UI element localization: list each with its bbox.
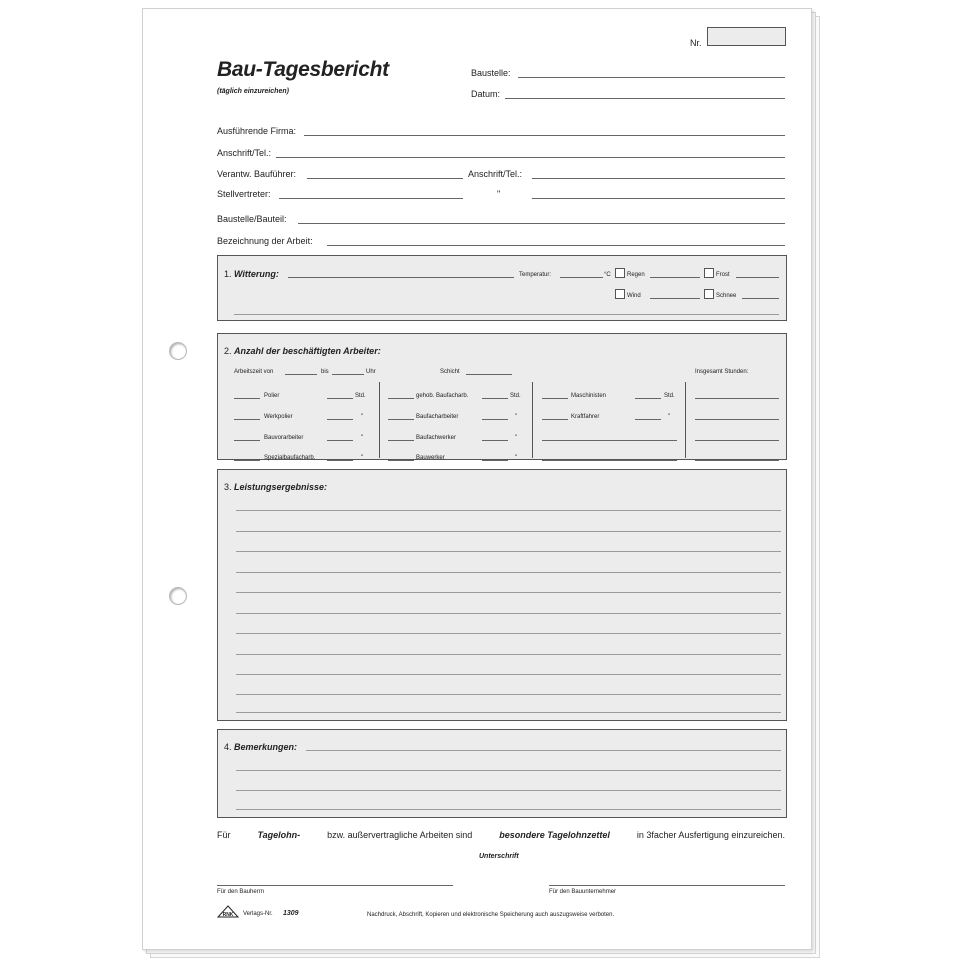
extra-worker-field[interactable] bbox=[542, 440, 677, 441]
temperatur-unit: °C bbox=[604, 272, 611, 278]
section-title: Witterung: bbox=[234, 269, 279, 279]
section-leistungsergebnisse bbox=[217, 469, 787, 721]
witterung-field[interactable] bbox=[288, 277, 514, 278]
uhr-label: Uhr bbox=[366, 369, 376, 375]
schnee-label: Schnee bbox=[716, 293, 737, 299]
schicht-field[interactable] bbox=[466, 374, 512, 375]
anschrift-label: Anschrift/Tel.: bbox=[217, 148, 272, 158]
count-field[interactable] bbox=[542, 419, 568, 420]
section-title: Bemerkungen: bbox=[234, 742, 298, 752]
ditto-mark: " bbox=[515, 435, 518, 441]
anschrift2-field[interactable] bbox=[532, 178, 785, 179]
writing-line[interactable] bbox=[236, 613, 781, 614]
worker-label: gehob. Baufacharb. bbox=[416, 393, 469, 399]
hours-field[interactable] bbox=[482, 419, 508, 420]
arbeit-label: Bezeichnung der Arbeit: bbox=[217, 236, 313, 246]
count-field[interactable] bbox=[542, 398, 568, 399]
signature-bauunternehmer-field[interactable] bbox=[549, 885, 785, 886]
hours-field[interactable] bbox=[482, 398, 508, 399]
note-text: bzw. außervertragliche Arbeiten sind bbox=[327, 830, 473, 840]
section-number: 3. bbox=[224, 482, 232, 492]
bauteil-field[interactable] bbox=[298, 223, 785, 224]
writing-line[interactable] bbox=[236, 674, 781, 675]
std-label: Std. bbox=[510, 393, 521, 399]
std-label: Std. bbox=[355, 393, 366, 399]
regen-field[interactable] bbox=[650, 277, 700, 278]
writing-line[interactable] bbox=[306, 750, 781, 751]
stellvertreter-anschrift-field[interactable] bbox=[532, 198, 785, 199]
section-number: 1. bbox=[224, 269, 232, 279]
hours-field[interactable] bbox=[327, 440, 353, 441]
section-number: 2. bbox=[224, 346, 232, 356]
worker-label: Bauvorarbeiter bbox=[264, 435, 304, 441]
total-hours-field[interactable] bbox=[695, 398, 779, 399]
hours-field[interactable] bbox=[482, 460, 508, 461]
arbeitszeit-label: Arbeitszeit von bbox=[234, 369, 274, 375]
section-arbeiter bbox=[217, 333, 787, 460]
extra-worker-field[interactable] bbox=[542, 460, 677, 461]
column-divider bbox=[532, 382, 533, 458]
count-field[interactable] bbox=[234, 398, 260, 399]
bauunternehmer-label: Für den Bauunternehmer bbox=[549, 889, 617, 895]
column-divider bbox=[379, 382, 380, 458]
worker-label: Bauwerker bbox=[416, 455, 445, 461]
datum-field[interactable] bbox=[505, 98, 785, 99]
writing-line[interactable] bbox=[236, 510, 781, 511]
wind-label: Wind bbox=[627, 293, 641, 299]
insgesamt-label: Insgesamt Stunden: bbox=[695, 369, 749, 375]
ditto-mark: " bbox=[361, 414, 364, 420]
worker-label: Baufachwerker bbox=[416, 435, 457, 441]
count-field[interactable] bbox=[388, 460, 414, 461]
section-title: Anzahl der beschäftigten Arbeiter: bbox=[234, 346, 381, 356]
worker-label: Baufacharbeiter bbox=[416, 414, 459, 420]
signature-bauherrn-field[interactable] bbox=[217, 885, 453, 886]
writing-line[interactable] bbox=[236, 770, 781, 771]
regen-checkbox[interactable] bbox=[615, 268, 625, 278]
note-text: besondere Tagelohnzettel bbox=[499, 830, 610, 840]
ditto-mark: " bbox=[361, 435, 364, 441]
ditto-mark: " bbox=[361, 455, 364, 461]
writing-line[interactable] bbox=[236, 592, 781, 593]
writing-line[interactable] bbox=[236, 790, 781, 791]
nr-field[interactable] bbox=[707, 27, 786, 46]
ditto-mark: " bbox=[497, 189, 501, 199]
signature-heading: Unterschrift bbox=[479, 853, 519, 860]
note-text: in 3facher Ausfertigung einzureichen. bbox=[636, 830, 785, 840]
bauteil-label: Baustelle/Bauteil: bbox=[217, 214, 287, 224]
count-field[interactable] bbox=[234, 460, 260, 461]
frost-label: Frost bbox=[716, 272, 730, 278]
arbeit-field[interactable] bbox=[327, 245, 785, 246]
witterung-line[interactable] bbox=[234, 314, 779, 315]
anschrift-field[interactable] bbox=[276, 157, 785, 158]
ditto-mark: " bbox=[515, 414, 518, 420]
arbeitszeit-bis-field[interactable] bbox=[332, 374, 364, 375]
writing-line[interactable] bbox=[236, 809, 781, 810]
regen-label: Regen bbox=[627, 272, 645, 278]
writing-line[interactable] bbox=[236, 551, 781, 552]
section-bemerkungen bbox=[217, 729, 787, 818]
punch-hole-top bbox=[169, 342, 187, 360]
worker-label: Polier bbox=[264, 393, 280, 399]
total-hours-field[interactable] bbox=[695, 460, 779, 461]
svg-text:RNK: RNK bbox=[222, 912, 234, 918]
wind-field[interactable] bbox=[650, 298, 700, 299]
count-field[interactable] bbox=[388, 419, 414, 420]
copyright-notice: Nachdruck, Abschrift, Kopieren und elektronische Speicherung auch auszugsweise verboten. bbox=[367, 912, 615, 918]
hours-field[interactable] bbox=[327, 419, 353, 420]
writing-line[interactable] bbox=[236, 633, 781, 634]
schnee-checkbox[interactable] bbox=[704, 289, 714, 299]
baustelle-field[interactable] bbox=[518, 77, 785, 78]
count-field[interactable] bbox=[234, 419, 260, 420]
form-sheet bbox=[142, 8, 812, 950]
total-hours-field[interactable] bbox=[695, 440, 779, 441]
tagelohn-note bbox=[217, 831, 785, 840]
temperatur-label: Temperatur: bbox=[519, 272, 552, 278]
frost-field[interactable] bbox=[736, 277, 779, 278]
total-hours-field[interactable] bbox=[695, 419, 779, 420]
hours-field[interactable] bbox=[327, 460, 353, 461]
frost-checkbox[interactable] bbox=[704, 268, 714, 278]
arbeitszeit-von-field[interactable] bbox=[285, 374, 317, 375]
ditto-mark: " bbox=[515, 455, 518, 461]
temperatur-field[interactable] bbox=[560, 277, 603, 278]
bauleiter-field[interactable] bbox=[307, 178, 463, 179]
hours-field[interactable] bbox=[635, 398, 661, 399]
hours-field[interactable] bbox=[635, 419, 661, 420]
verlag-label: Verlags-Nr. bbox=[243, 911, 273, 917]
bis-label: bis bbox=[321, 369, 329, 375]
baustelle-label: Baustelle: bbox=[471, 68, 511, 78]
worker-label: Kraftfahrer bbox=[571, 414, 600, 420]
count-field[interactable] bbox=[388, 440, 414, 441]
page-subtitle: (täglich einzureichen) bbox=[217, 88, 289, 95]
firma-label: Ausführende Firma: bbox=[217, 126, 297, 136]
bauherrn-label: Für den Bauherrn bbox=[217, 889, 265, 895]
column-divider bbox=[685, 382, 686, 458]
writing-line[interactable] bbox=[236, 531, 781, 532]
verlag-number: 1309 bbox=[283, 910, 299, 917]
ditto-mark: " bbox=[668, 414, 671, 420]
worker-label: Spezialbaufacharb. bbox=[264, 455, 316, 461]
section-number: 4. bbox=[224, 742, 232, 752]
page-title: Bau-Tagesbericht bbox=[217, 58, 389, 81]
writing-line[interactable] bbox=[236, 712, 781, 713]
note-text: Für bbox=[217, 830, 231, 840]
datum-label: Datum: bbox=[471, 89, 501, 99]
wind-checkbox[interactable] bbox=[615, 289, 625, 299]
nr-label: Nr. bbox=[690, 38, 702, 48]
publisher-logo bbox=[217, 905, 239, 918]
note-text: Tagelohn- bbox=[257, 830, 301, 840]
writing-line[interactable] bbox=[236, 694, 781, 695]
count-field[interactable] bbox=[388, 398, 414, 399]
firma-field[interactable] bbox=[304, 135, 785, 136]
worker-label: Maschinisten bbox=[571, 393, 607, 399]
writing-line[interactable] bbox=[236, 654, 781, 655]
count-field[interactable] bbox=[234, 440, 260, 441]
writing-line[interactable] bbox=[236, 572, 781, 573]
hours-field[interactable] bbox=[327, 398, 353, 399]
punch-hole-bottom bbox=[169, 587, 187, 605]
std-label: Std. bbox=[664, 393, 675, 399]
stellvertreter-field[interactable] bbox=[279, 198, 463, 199]
bauleiter-label: Verantw. Bauführer: bbox=[217, 169, 297, 179]
stellvertreter-label: Stellvertreter: bbox=[217, 189, 271, 199]
anschrift2-label: Anschrift/Tel.: bbox=[468, 169, 523, 179]
hours-field[interactable] bbox=[482, 440, 508, 441]
section-title: Leistungsergebnisse: bbox=[234, 482, 328, 492]
worker-label: Werkpolier bbox=[264, 414, 293, 420]
schicht-label: Schicht bbox=[440, 369, 460, 375]
schnee-field[interactable] bbox=[742, 298, 779, 299]
section-witterung bbox=[217, 255, 787, 321]
